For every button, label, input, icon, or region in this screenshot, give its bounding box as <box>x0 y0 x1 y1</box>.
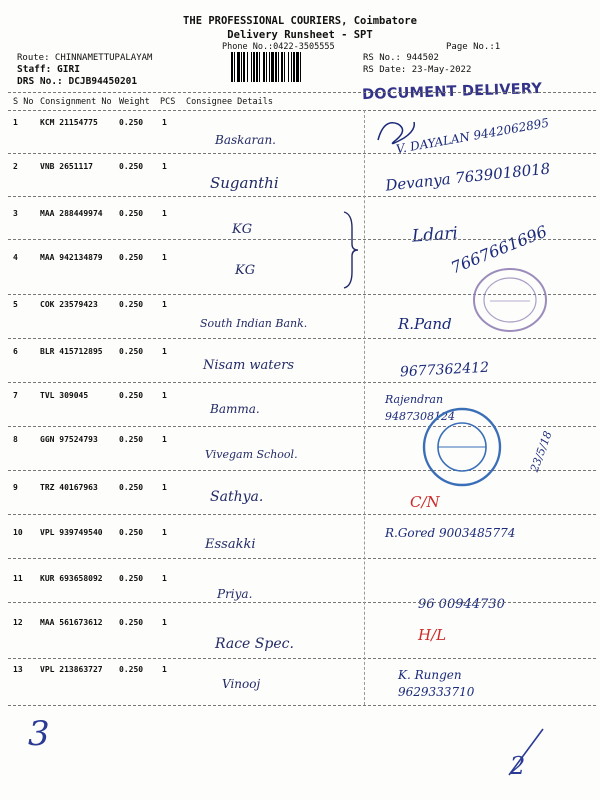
row-receiver: Ldari <box>411 223 459 247</box>
table-row <box>0 471 600 514</box>
row-weight: 0.250 <box>119 391 144 400</box>
row-consignment: MAA 942134879 <box>40 253 103 262</box>
row-consignment: KUR 693658092 <box>40 574 103 583</box>
row-consignee: Nisam waters <box>203 358 295 373</box>
row-consignment: VPL 213863727 <box>40 665 103 674</box>
row-consignment: GGN 97524793 <box>40 435 98 444</box>
row-weight: 0.250 <box>119 665 144 674</box>
row-pcs: 1 <box>162 347 167 356</box>
row-weight: 0.250 <box>119 618 144 627</box>
phone-number: Phone No.:0422-3505555 <box>222 42 335 52</box>
row-weight: 0.250 <box>119 209 144 218</box>
table-row <box>0 515 600 558</box>
row-weight: 0.250 <box>119 300 144 309</box>
row-consignee: Baskaran. <box>215 133 276 147</box>
row-sno: 1 <box>13 118 18 127</box>
row-receiver: R.Pand <box>398 315 452 333</box>
row-receiver: 7667661696 <box>448 221 550 278</box>
row-consignment: TVL 309045 <box>40 391 89 400</box>
row-pcs: 1 <box>162 528 167 537</box>
row-pcs: 1 <box>162 253 167 262</box>
rs-date: RS Date: 23-May-2022 <box>363 65 472 75</box>
row-consignment: KCM 21154775 <box>40 118 98 127</box>
col-sno: S No <box>13 97 34 107</box>
row-receiver: Devanya 7639018018 <box>384 159 552 195</box>
row-weight: 0.250 <box>119 528 144 537</box>
table-row <box>0 559 600 612</box>
row-weight: 0.250 <box>119 574 144 583</box>
row-pcs: 1 <box>162 435 167 444</box>
col-consignee: Consignee Details <box>186 97 273 107</box>
col-consignment: Consignment No <box>40 97 112 107</box>
row-consignment: TRZ 40167963 <box>40 483 98 492</box>
table-row <box>0 427 600 474</box>
row-receiver: C/N <box>410 493 440 511</box>
post-office-seal <box>470 265 550 335</box>
runsheet-title: Delivery Runsheet - SPT <box>227 29 373 41</box>
page-number: Page No.:1 <box>446 42 501 52</box>
row-consignment: VPL 939749540 <box>40 528 103 537</box>
group-bracket <box>340 210 360 290</box>
footer-mark-right: 2 <box>510 752 526 780</box>
footer-mark-left: 3 <box>28 714 50 754</box>
row-weight: 0.250 <box>119 347 144 356</box>
row-consignee: KG <box>235 263 256 278</box>
document-delivery-stamp: DOCUMENT DELIVERY <box>361 80 543 104</box>
row-consignee: Sathya. <box>210 489 264 505</box>
row-sno: 2 <box>13 162 18 171</box>
table-row <box>0 659 600 704</box>
row-sno: 9 <box>13 483 18 492</box>
signature-scribble <box>370 110 430 155</box>
table-row <box>0 111 600 157</box>
row-receiver: V. DAYALAN 9442062895 <box>394 115 550 157</box>
row-consignment: COK 23579423 <box>40 300 98 309</box>
table-row <box>0 383 600 426</box>
row-pcs: 1 <box>162 483 167 492</box>
row-weight: 0.250 <box>119 118 144 127</box>
col-weight: Weight <box>119 97 150 107</box>
col-pcs: PCS <box>160 97 176 107</box>
row-sno: 11 <box>13 574 23 583</box>
row-receiver: H/L <box>418 626 447 644</box>
row-weight: 0.250 <box>119 253 144 262</box>
row-sno: 6 <box>13 347 18 356</box>
row-consignee: KG <box>232 222 253 237</box>
header-rule-top <box>8 92 596 93</box>
table-row <box>0 154 600 196</box>
row-consignee: South Indian Bank. <box>200 317 308 330</box>
row-sno: 3 <box>13 209 18 218</box>
row-sno: 4 <box>13 253 18 262</box>
row-consignee: Suganthi <box>210 174 279 192</box>
table-row <box>0 197 600 247</box>
school-seal <box>420 405 505 490</box>
rs-number: RS No.: 944502 <box>363 53 439 63</box>
barcode <box>231 52 353 82</box>
table-row <box>0 339 600 382</box>
row-consignment: BLR 415712895 <box>40 347 103 356</box>
row-pcs: 1 <box>162 118 167 127</box>
row-consignee: Priya. <box>217 587 253 601</box>
row-consignee: Vivegam School. <box>205 448 298 461</box>
row-sno: 5 <box>13 300 18 309</box>
row-pcs: 1 <box>162 391 167 400</box>
row-pcs: 1 <box>162 574 167 583</box>
row-consignee: Race Spec. <box>215 636 294 652</box>
row-receiver: 96 00944730 <box>418 597 505 612</box>
row-consignee: Bamma. <box>210 402 260 416</box>
row-sno: 13 <box>13 665 23 674</box>
row-consignment: VNB 2651117 <box>40 162 93 171</box>
row-divider <box>8 705 596 706</box>
row-pcs: 1 <box>162 618 167 627</box>
row-consignment: MAA 288449974 <box>40 209 103 218</box>
row-consignee: Vinooj <box>222 677 261 691</box>
row-receiver: 9677362412 <box>399 359 490 381</box>
row-receiver: Rajendran 9487308124 <box>385 393 455 423</box>
barcode-bar <box>301 52 303 82</box>
row-weight: 0.250 <box>119 483 144 492</box>
row-sno: 7 <box>13 391 18 400</box>
row-weight: 0.250 <box>119 435 144 444</box>
row-consignment: MAA 561673612 <box>40 618 103 627</box>
staff: Staff: GIRI <box>17 64 80 75</box>
row-receiver: K. Rungen 9629333710 <box>398 668 475 699</box>
row-receiver: R.Gored 9003485774 <box>385 526 516 540</box>
row-sno: 12 <box>13 618 23 627</box>
row-sno: 8 <box>13 435 18 444</box>
row-sno: 10 <box>13 528 23 537</box>
row-receiver: 23/5/18 <box>527 429 555 474</box>
row-pcs: 1 <box>162 209 167 218</box>
row-pcs: 1 <box>162 162 167 171</box>
row-pcs: 1 <box>162 665 167 674</box>
row-consignee: Essakki <box>205 537 256 552</box>
drs-number: DRS No.: DCJB94450201 <box>17 76 138 87</box>
row-pcs: 1 <box>162 300 167 309</box>
route: Route: CHINNAMETTUPALAYAM <box>17 53 153 63</box>
table-row <box>0 603 600 657</box>
company-title: THE PROFESSIONAL COURIERS, Coimbatore <box>183 15 417 27</box>
row-weight: 0.250 <box>119 162 144 171</box>
receiver-column-divider <box>364 110 365 705</box>
